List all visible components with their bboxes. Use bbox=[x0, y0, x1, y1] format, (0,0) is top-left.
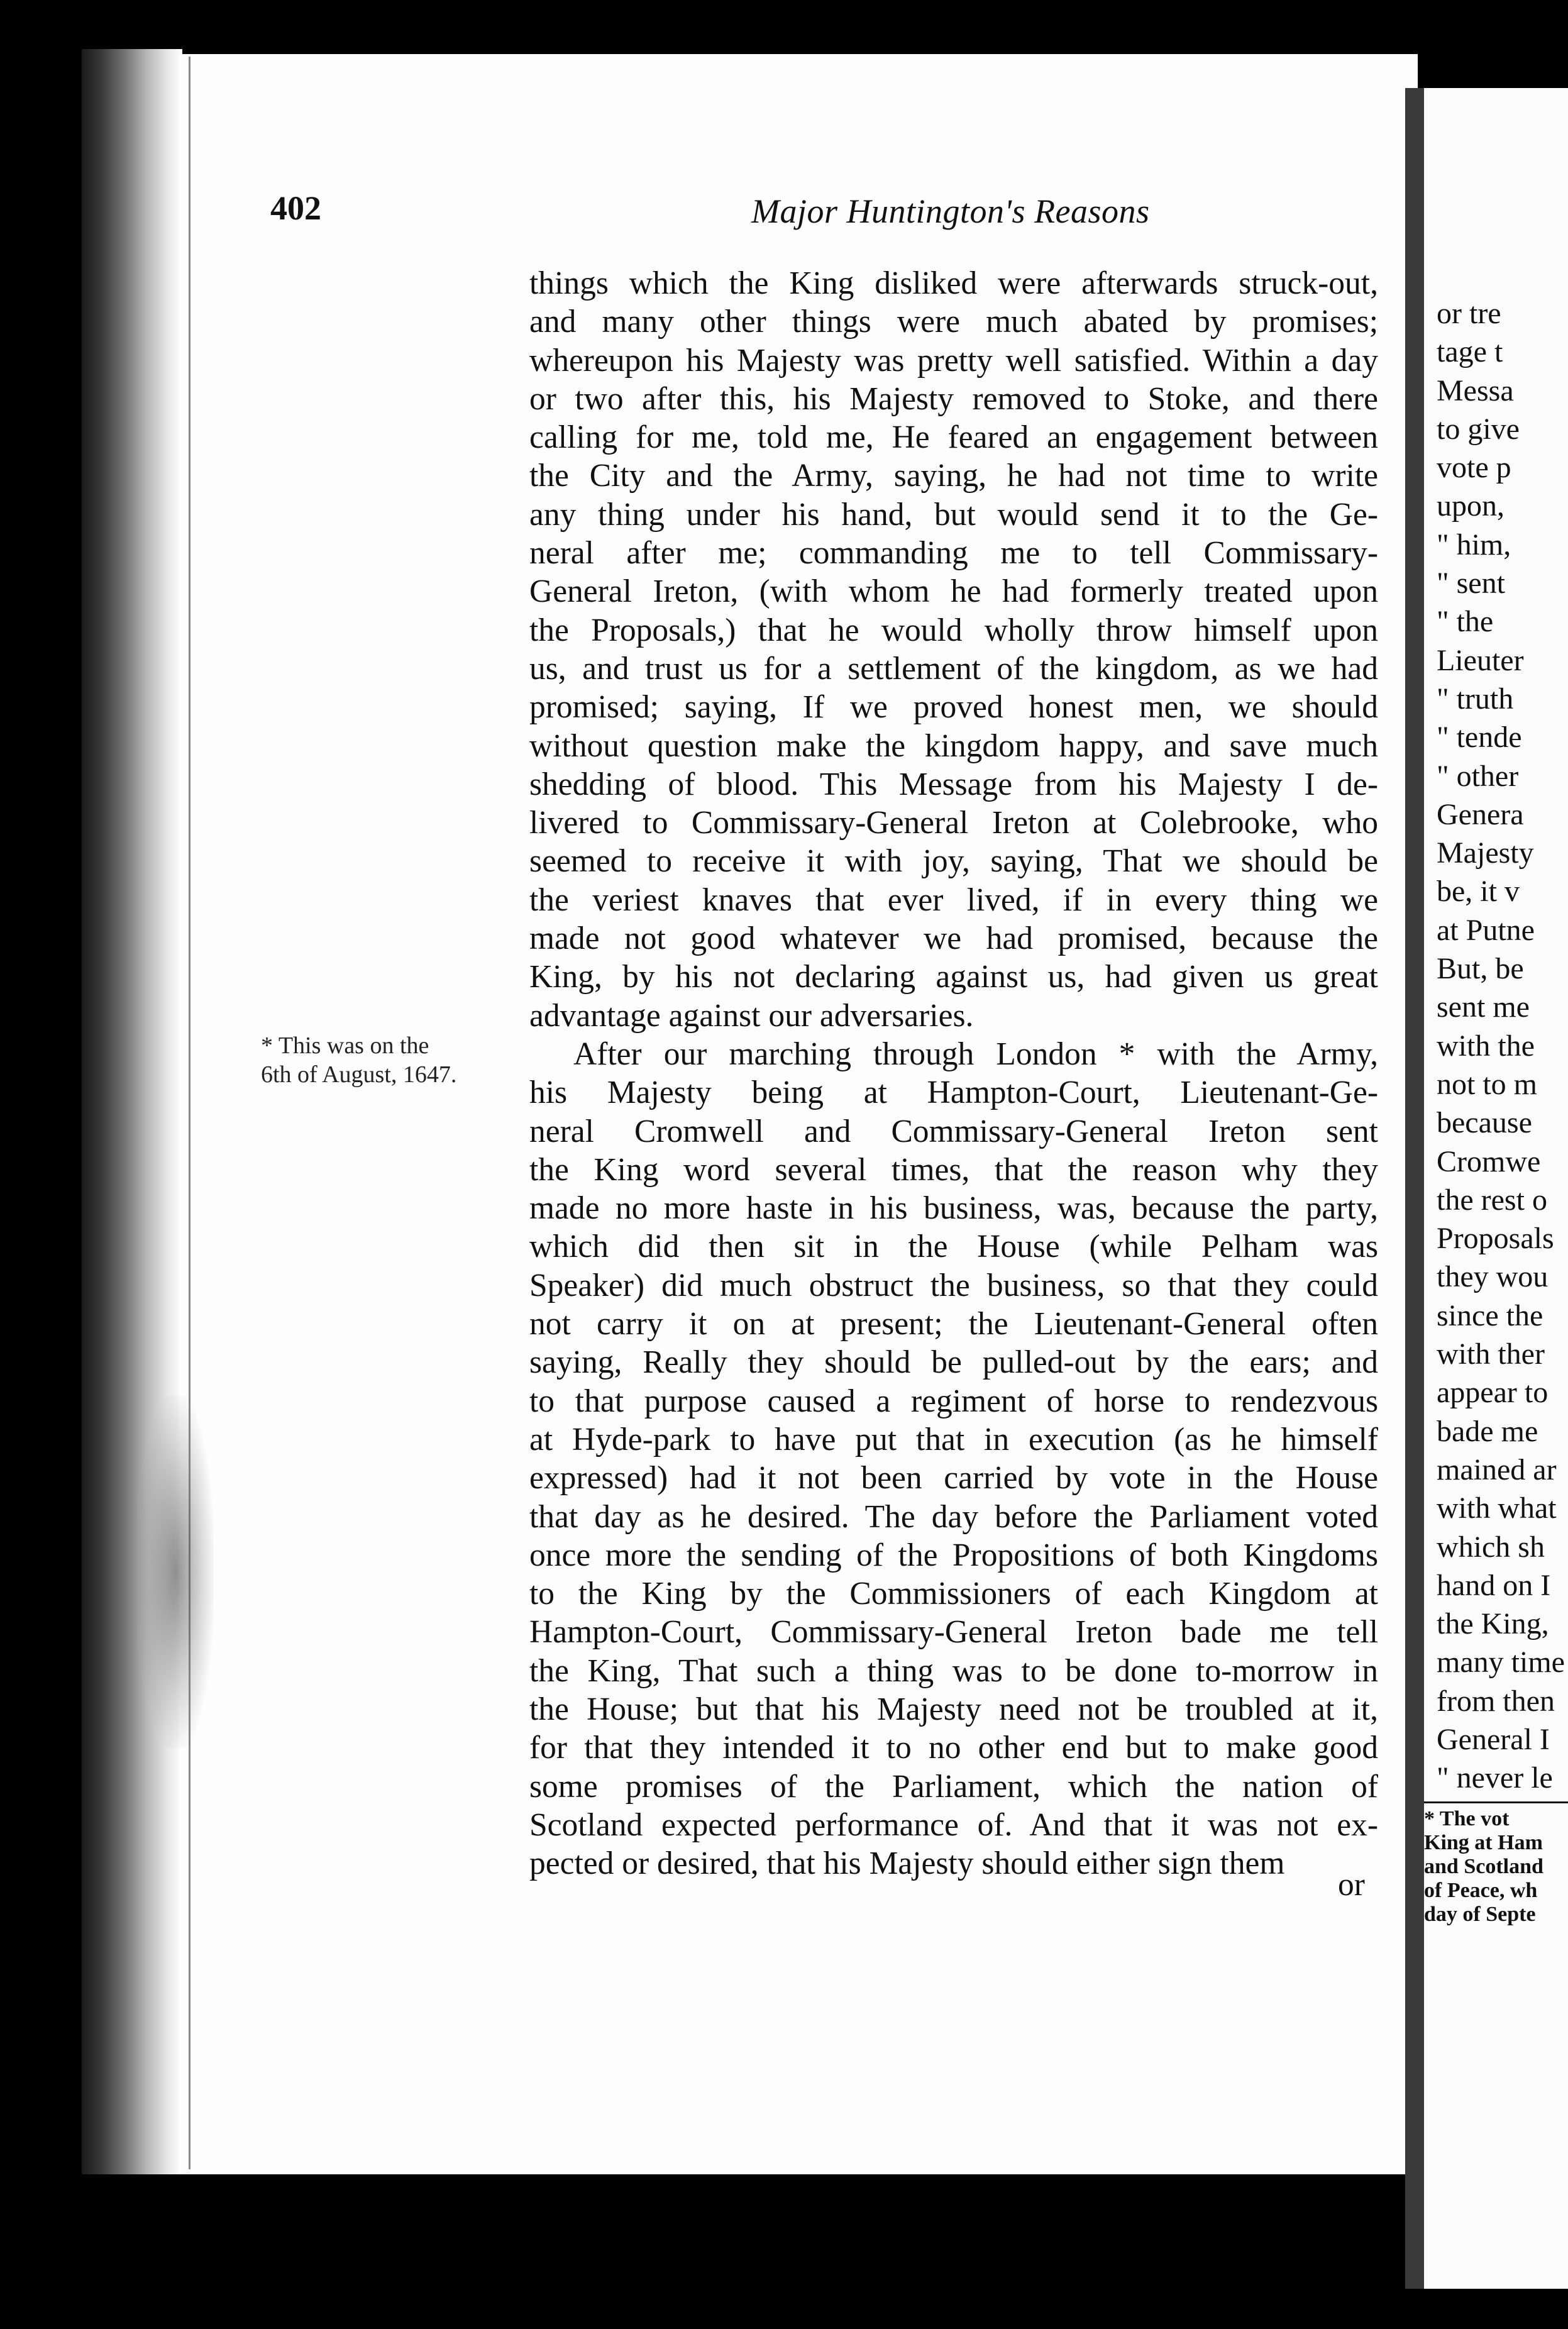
facing-page-line: or tre bbox=[1437, 297, 1501, 330]
text-line: for that they intended it to no other end but to make good bbox=[529, 1730, 1378, 1766]
facing-page-line: tage t bbox=[1437, 335, 1503, 369]
text-line: shedding of blood. This Message from his Majesty I de- bbox=[529, 766, 1378, 802]
page-edge-line bbox=[189, 57, 190, 2169]
facing-page-line: Genera bbox=[1437, 797, 1524, 831]
text-line: seemed to receive it with joy, saying, That we should be bbox=[529, 843, 1378, 880]
text-line: without question make the kingdom happy, and save much bbox=[529, 727, 1378, 764]
facing-page-line: " him, bbox=[1437, 528, 1511, 562]
text-line: calling for me, told me, He feared an engagement between bbox=[529, 419, 1378, 456]
paper-stain bbox=[138, 1396, 214, 1748]
facing-page-line: General I bbox=[1437, 1722, 1550, 1756]
text-line: at Hyde-park to have put that in execution (as he himself bbox=[529, 1421, 1378, 1458]
text-line: not carry it on at present; the Lieutenant-General often bbox=[529, 1306, 1378, 1342]
facing-footnote-line: day of Septe bbox=[1424, 1903, 1536, 1926]
facing-page-line: " sent bbox=[1437, 567, 1505, 600]
text-line: things which the King disliked were afterwards struck-out, bbox=[529, 265, 1378, 301]
text-line: livered to Commissary-General Ireton at Colebrooke, who bbox=[529, 805, 1378, 841]
facing-page-line: with the bbox=[1437, 1029, 1535, 1063]
facing-page-line: from then bbox=[1437, 1684, 1555, 1718]
facing-page-line: since the bbox=[1437, 1298, 1543, 1332]
body-text bbox=[529, 264, 1378, 1883]
facing-page-line: they wou bbox=[1437, 1260, 1549, 1294]
text-line: any thing under his hand, but would send it to the Ge- bbox=[529, 496, 1378, 533]
marginal-note-line: 6th of August, 1647. bbox=[261, 1061, 457, 1088]
facing-page-line: Messa bbox=[1437, 373, 1514, 407]
facing-page-line: upon, bbox=[1437, 489, 1505, 523]
facing-page-line: vote p bbox=[1437, 451, 1511, 485]
text-line: neral after me; commanding me to tell Commissary- bbox=[529, 535, 1378, 572]
text-line: Hampton-Court, Commissary-General Ireton bade me tell bbox=[529, 1614, 1378, 1651]
text-line: made no more haste in his business, was, because the party, bbox=[529, 1190, 1378, 1227]
facing-page-line: at Putne bbox=[1437, 913, 1535, 947]
facing-page-line: Proposals bbox=[1437, 1222, 1554, 1256]
text-line: his Majesty being at Hampton-Court, Lieutenant-Ge- bbox=[529, 1075, 1378, 1111]
marginal-note-line: * This was on the bbox=[261, 1032, 429, 1059]
text-line: the City and the Army, saying, he had not time to write bbox=[529, 458, 1378, 494]
facing-page-line: " the bbox=[1437, 605, 1494, 639]
facing-page-line: because bbox=[1437, 1106, 1532, 1140]
facing-page-line: Majesty bbox=[1437, 836, 1534, 870]
text-line: King, by his not declaring against us, had given us great bbox=[529, 959, 1378, 995]
facing-footnote-line: of Peace, wh bbox=[1424, 1879, 1538, 1902]
facing-page-line: mained ar bbox=[1437, 1452, 1557, 1486]
text-line: the veriest knaves that ever lived, if in every thing we bbox=[529, 882, 1378, 918]
text-line: made not good whatever we had promised, because the bbox=[529, 921, 1378, 957]
text-line: some promises of the Parliament, which the nation of bbox=[529, 1768, 1378, 1805]
facing-page-line: bade me bbox=[1437, 1414, 1538, 1448]
text-line: expressed) had it not been carried by vote in the House bbox=[529, 1460, 1378, 1496]
text-line: Scotland expected performance of. And that it was not ex- bbox=[529, 1806, 1378, 1843]
facing-page-line: sent me bbox=[1437, 990, 1530, 1024]
text-line: saying, Really they should be pulled-out by the ears; and bbox=[529, 1344, 1378, 1381]
facing-page-line: the King, bbox=[1437, 1607, 1549, 1641]
facing-page-line: " tende bbox=[1437, 721, 1522, 755]
facing-page-line: " other bbox=[1437, 759, 1519, 793]
facing-page-line: But, be bbox=[1437, 952, 1524, 986]
text-line: once more the sending of the Propositions of both Kingdoms bbox=[529, 1537, 1378, 1573]
facing-footnote-line: and Scotland bbox=[1424, 1855, 1543, 1878]
facing-page-line: Cromwe bbox=[1437, 1144, 1541, 1178]
text-line: the King, That such a thing was to be done to-morrow in bbox=[529, 1652, 1378, 1689]
facing-page-line: with what bbox=[1437, 1491, 1557, 1525]
facing-page-line: many time bbox=[1437, 1646, 1565, 1679]
facing-page-line: " never le bbox=[1437, 1761, 1553, 1795]
text-line: pected or desired, that his Majesty should either sign them bbox=[529, 1845, 1285, 1882]
page-number: 402 bbox=[270, 189, 321, 227]
text-line: After our marching through London * with the Army, bbox=[573, 1036, 1378, 1072]
text-line: Speaker) did much obstruct the business, so that they could bbox=[529, 1267, 1378, 1303]
facing-page-line: hand on I bbox=[1437, 1568, 1551, 1602]
facing-footnote-line: * The vot bbox=[1424, 1807, 1510, 1830]
text-line: advantage against our adversaries. bbox=[529, 997, 974, 1034]
text-line: to that purpose caused a regiment of horse to rendezvous bbox=[529, 1383, 1378, 1419]
facing-page-text bbox=[1437, 294, 1565, 1798]
text-line: us, and trust us for a settlement of the kingdom, as we had bbox=[529, 650, 1378, 687]
facing-page-footnote bbox=[1424, 1801, 1568, 1927]
text-line: that day as he desired. The day before the Parliament voted bbox=[529, 1498, 1378, 1535]
text-line: promised; saying, If we proved honest men, we should bbox=[529, 689, 1378, 726]
text-line: the King word several times, that the reason why they bbox=[529, 1151, 1378, 1188]
facing-footnote-line: King at Ham bbox=[1424, 1831, 1543, 1854]
facing-page-line: be, it v bbox=[1437, 875, 1520, 909]
text-line: whereupon his Majesty was pretty well satisfied. Within a day bbox=[529, 342, 1378, 379]
facing-page-line: not to m bbox=[1437, 1067, 1538, 1101]
text-line: neral Cromwell and Commissary-General Ireton sent bbox=[529, 1113, 1378, 1149]
facing-page-line: Lieuter bbox=[1437, 643, 1524, 677]
text-line: or two after this, his Majesty removed to Stoke, and there bbox=[529, 380, 1378, 417]
book-gutter bbox=[82, 49, 182, 2174]
facing-page-line: the rest o bbox=[1437, 1183, 1547, 1217]
text-line: which did then sit in the House (while Pelham was bbox=[529, 1229, 1378, 1265]
catchword: or bbox=[1338, 1867, 1365, 1903]
marginal-note bbox=[261, 1031, 456, 1089]
text-line: to the King by the Commissioners of each Kingdom at bbox=[529, 1576, 1378, 1612]
text-line: the Proposals,) that he would wholly throw himself upon bbox=[529, 612, 1378, 648]
running-head: Major Huntington's Reasons bbox=[751, 192, 1150, 230]
facing-page-line: appear to bbox=[1437, 1376, 1549, 1410]
text-line: General Ireton, (with whom he had formerly treated upon bbox=[529, 573, 1378, 610]
facing-page-line: which sh bbox=[1437, 1530, 1545, 1564]
text-line: the House; but that his Majesty need not be troubled at it, bbox=[529, 1691, 1378, 1727]
facing-page-line: " truth bbox=[1437, 682, 1514, 716]
facing-page-line: to give bbox=[1437, 412, 1520, 446]
text-line: and many other things were much abated by promises; bbox=[529, 304, 1378, 340]
facing-page-line: with ther bbox=[1437, 1337, 1545, 1371]
